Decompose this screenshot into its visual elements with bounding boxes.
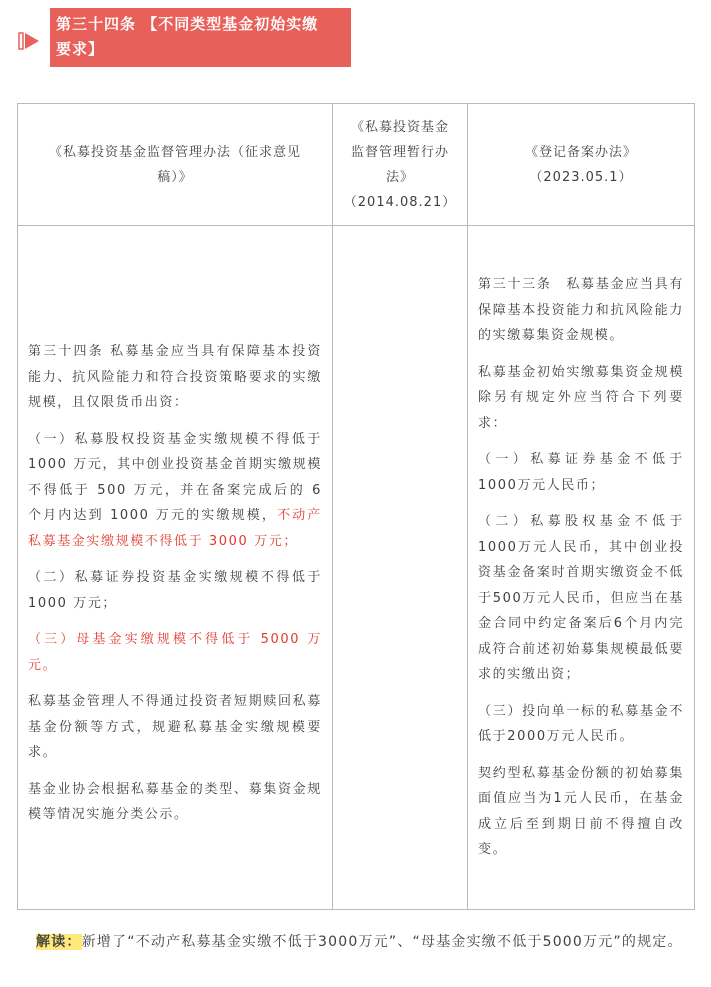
header-registration-measures [468,104,695,226]
paragraph: （二）私募股权基金不低于1000万元人民币，其中创业投资基金备案时首期实缴资金不低于500万元人民币，但应当在基金合同中约定备案后6个月内完成符合前述初始募集规模最低要求的实缴出资； [478,514,684,683]
interpretation-note [36,928,686,956]
paragraph: 私募基金初始实缴募集资金规模除另有规定外应当符合下列要求： [478,364,684,431]
article-heading [18,8,358,68]
highlighted-text: 不动产私募基金实缴规模不得低于 3000 万元； [28,508,322,549]
table-header-row [18,104,695,226]
header-line: （2023.05.1） [529,169,633,185]
header-line: 《私募投资基金 [350,119,449,135]
article-title [50,8,351,67]
paragraph: 私募基金管理人不得通过投资者短期赎回私募基金份额等方式，规避私募基金实缴规模要求。 [28,694,322,761]
cell-interim-measures [333,226,468,910]
paragraph: （一）私募证券基金不低于1000万元人民币； [478,452,684,493]
highlighted-paragraph: （三）母基金实缴规模不得低于 5000 万元。 [28,632,322,673]
paragraph: 基金业协会根据私募基金的类型、募集资金规模等情况实施分类公示。 [28,781,322,823]
header-interim-measures [333,104,468,226]
play-arrow-icon [18,32,40,50]
header-line: 监督管理暂行办 [350,144,449,160]
header-line: （2014.08.21） [343,194,457,210]
interpretation-text: 新增了“不动产私募基金实缴不低于3000万元”、“母基金实缴不低于5000万元”的规定。 [81,934,683,950]
paragraph [28,427,322,555]
comparison-table [17,103,695,910]
table-body-row [18,226,695,910]
cell-draft-measures [18,226,333,910]
header-line: 《私募投资基金监督管理办法（征求意见 [48,144,301,160]
interpretation-label: 解读： [36,934,82,950]
header-line: 稿）》 [157,169,193,185]
text-span: （一）私募股权投资基金实缴规模不得低于 1000 万元，其中创业投资基金首期实缴规模不得低于 500 万元，并在备案完成后的 6 个月内达到 1000 万元的实缴规模， [28,431,322,524]
paragraph: 第三十三条 私募基金应当具有保障基本投资能力和抗风险能力的实缴募集资金规模。 [478,277,684,344]
paragraph: （二）私募证券投资基金实缴规模不得低于 1000 万元； [28,570,322,611]
cell-registration-measures [468,226,695,910]
article-title-line2: 要求】 [56,40,105,58]
header-draft-measures [18,104,333,226]
article-title-line1: 第三十四条 【不同类型基金初始实缴 [56,15,319,33]
paragraph: 契约型私募基金份额的初始募集面值应当为1元人民币，在基金成立后至到期日前不得擅自改变。 [478,765,684,858]
paragraph: 第三十四条 私募基金应当具有保障基本投资能力、抗风险能力和符合投资策略要求的实缴规模，且仅限货币出资： [28,344,322,411]
header-line: 《登记备案办法》 [524,144,637,160]
paragraph: （三）投向单一标的私募基金不低于2000万元人民币。 [478,703,684,745]
header-line: 法》 [385,169,414,185]
